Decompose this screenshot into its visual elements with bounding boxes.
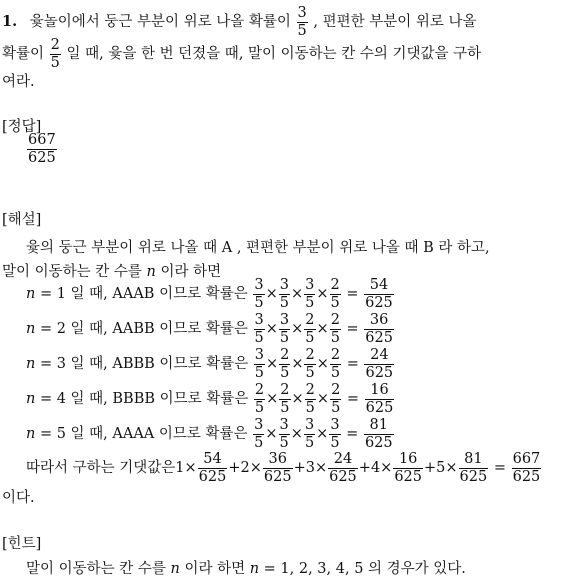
coefficient: 3× [305, 460, 328, 476]
fraction [330, 313, 341, 345]
coefficient: 1× [175, 460, 197, 476]
case-text: 일 때, AABB 이므로 확률은 [65, 321, 253, 337]
fraction [198, 452, 228, 484]
fraction-round [297, 6, 308, 38]
hint-text [26, 557, 466, 578]
fraction [364, 348, 394, 380]
fraction-numerator: 2 [331, 382, 341, 398]
fraction-denominator: 5 [330, 434, 340, 451]
fraction-numerator: 36 [268, 451, 287, 467]
case-row [26, 418, 395, 450]
fraction [364, 278, 394, 310]
fraction [393, 452, 423, 484]
times-sign: × [291, 321, 304, 337]
fraction-denominator: 5 [297, 22, 307, 39]
fraction [263, 452, 293, 484]
fraction-numerator: 2 [305, 382, 315, 398]
case-row [26, 313, 395, 345]
solution-conclusion [26, 452, 542, 484]
fraction [254, 348, 265, 380]
variable-n: n [26, 286, 36, 302]
fraction [253, 418, 264, 450]
fraction-numerator: 16 [398, 451, 418, 467]
case-row [26, 278, 395, 310]
times-sign: × [266, 391, 279, 407]
fraction-numerator: 2 [50, 37, 60, 53]
fraction-denominator: 5 [254, 294, 264, 311]
plus-sign: + [293, 460, 306, 476]
case-n: = 1 [35, 286, 66, 302]
fraction-denominator: 5 [50, 54, 60, 71]
fraction-denominator: 5 [304, 434, 315, 451]
fraction-numerator: 2 [330, 347, 341, 363]
fraction [279, 348, 290, 380]
answer-value [26, 133, 58, 165]
fraction-numerator: 3 [297, 5, 307, 21]
times-sign: × [316, 356, 329, 372]
times-sign: × [265, 286, 278, 302]
fraction-numerator: 3 [254, 312, 264, 328]
fraction [279, 313, 290, 345]
plus-sign: + [358, 460, 371, 476]
fraction-numerator: 2 [254, 382, 265, 398]
fraction [254, 383, 265, 415]
fraction-denominator: 625 [198, 468, 227, 485]
fraction-denominator: 5 [254, 329, 264, 346]
solution-intro-1: 윷의 둥근 부분이 위로 나올 때 A , 편편한 부분이 위로 나올 때 B 라 하고, [26, 240, 490, 256]
fraction-denominator: 5 [305, 329, 315, 346]
intro-text-b: 이라 하면 [160, 264, 222, 280]
fraction-denominator: 625 [394, 468, 423, 485]
fraction-denominator: 625 [364, 434, 393, 451]
hint-text-b: 이라 하면 [184, 561, 246, 577]
fraction [329, 418, 340, 450]
fraction-denominator: 625 [329, 468, 357, 485]
fraction-numerator: 2 [280, 347, 290, 363]
variable-n: n [170, 561, 180, 577]
fraction-numerator: 54 [203, 451, 222, 467]
fraction [330, 348, 341, 380]
fraction-denominator: 5 [305, 364, 315, 381]
fraction-numerator: 16 [370, 382, 389, 398]
question-number: 1. [2, 13, 18, 30]
fraction-numerator: 2 [330, 312, 340, 328]
case-text: 일 때, AAAA 이므로 확률은 [65, 426, 253, 442]
fraction-denominator: 625 [263, 468, 292, 485]
fraction-numerator: 54 [369, 277, 389, 293]
fraction-numerator: 2 [305, 347, 315, 363]
fraction-denominator: 625 [512, 468, 541, 485]
fraction [279, 383, 290, 415]
answer-label: [정답] [2, 119, 42, 135]
fraction-denominator: 5 [279, 434, 289, 451]
question-text-b: , 편편한 부분이 위로 나올 [313, 14, 477, 30]
case-text: 일 때, BBBB 이므로 확률은 [65, 391, 253, 407]
question-line-2 [2, 38, 481, 70]
answer-fraction [27, 133, 57, 165]
question-text-c: 확률이 [2, 46, 45, 62]
equals-sign: = [341, 426, 363, 442]
fraction-numerator: 36 [369, 312, 389, 328]
fraction-numerator: 3 [304, 417, 315, 433]
fraction [328, 452, 358, 484]
fraction [253, 278, 264, 310]
question-text-d: 일 때, 윷을 한 번 던졌을 때, 말이 이동하는 칸 수의 기댓값을 구하 [66, 46, 482, 62]
fraction-denominator: 5 [330, 364, 341, 381]
fraction [304, 418, 315, 450]
fraction [279, 278, 290, 310]
question-line-1 [2, 6, 477, 38]
fraction-denominator: 5 [331, 399, 341, 416]
solution-label: [해설] [2, 212, 42, 228]
equals-sign: = [342, 356, 364, 372]
fraction [364, 418, 394, 450]
variable-n: n [26, 391, 36, 407]
fraction-numerator: 3 [279, 417, 289, 433]
fraction-denominator: 625 [365, 294, 393, 311]
plus-sign: + [228, 460, 241, 476]
hint-text-c: = 1, 2, 3, 4, 5 의 경우가 있다. [263, 561, 466, 577]
fraction [304, 278, 315, 310]
fraction-numerator: 2 [305, 312, 315, 328]
times-sign: × [291, 356, 304, 372]
fraction-numerator: 81 [369, 417, 388, 433]
fraction-numerator: 667 [28, 132, 56, 148]
equals-sign: = [342, 391, 364, 407]
fraction-denominator: 5 [279, 329, 290, 346]
plus-sign: + [424, 460, 437, 476]
fraction [305, 383, 316, 415]
case-text: 일 때, AAAB 이므로 확률은 [65, 286, 253, 302]
case-n: = 5 [35, 426, 66, 442]
fraction-numerator: 2 [330, 277, 340, 293]
fraction [279, 418, 290, 450]
fraction-denominator: 5 [280, 399, 290, 416]
fraction-denominator: 5 [254, 364, 264, 381]
case-n: = 3 [35, 356, 66, 372]
times-sign: × [316, 426, 329, 442]
fraction [304, 313, 315, 345]
fraction-denominator: 5 [280, 364, 290, 381]
variable-n: n [26, 321, 36, 337]
fraction-denominator: 5 [330, 329, 340, 346]
fraction [364, 313, 394, 345]
hint-label: [힌트] [2, 536, 42, 552]
fraction-numerator: 2 [280, 382, 290, 398]
fraction-flat [50, 38, 61, 70]
hint-text-a: 말이 이동하는 칸 수를 [26, 561, 166, 577]
case-n: = 4 [35, 391, 66, 407]
fraction-numerator: 24 [333, 451, 353, 467]
times-sign: × [265, 356, 279, 372]
question-text-a: 윷놀이에서 둥근 부분이 위로 나올 확률이 [29, 14, 291, 30]
equals-sign: = [341, 321, 364, 337]
fraction-numerator: 3 [254, 347, 264, 363]
times-sign: × [316, 321, 329, 337]
fraction-denominator: 5 [254, 399, 265, 416]
fraction [459, 452, 489, 484]
coefficient: 5× [436, 460, 458, 476]
times-sign: × [290, 426, 303, 442]
question-text-e: 여라. [2, 74, 35, 90]
times-sign: × [265, 426, 278, 442]
coefficient: 2× [240, 460, 262, 476]
fraction-numerator: 3 [305, 277, 315, 293]
coefficient: 4× [370, 460, 393, 476]
fraction-numerator: 3 [254, 417, 264, 433]
fraction-numerator: 667 [512, 451, 541, 467]
fraction-numerator: 3 [279, 277, 289, 293]
variable-n: n [146, 264, 156, 280]
fraction-numerator: 3 [279, 312, 290, 328]
times-sign: × [265, 321, 278, 337]
fraction [304, 348, 315, 380]
case-row [26, 383, 395, 415]
fraction-numerator: 81 [464, 451, 483, 467]
fraction [330, 278, 341, 310]
times-sign: × [316, 286, 329, 302]
fraction [330, 383, 341, 415]
intro-text-a: 말이 이동하는 칸 수를 [2, 264, 142, 280]
fraction-numerator: 3 [254, 277, 264, 293]
fraction-denominator: 625 [28, 149, 56, 166]
fraction-denominator: 5 [254, 434, 264, 451]
equals-sign: = [341, 286, 364, 302]
conclusion-end: 이다. [2, 490, 35, 506]
fraction-denominator: 625 [365, 399, 394, 416]
fraction-numerator: 24 [370, 347, 389, 363]
fraction-denominator: 5 [305, 399, 315, 416]
fraction [254, 313, 265, 345]
fraction-denominator: 5 [330, 294, 340, 311]
fraction-denominator: 625 [459, 468, 488, 485]
times-sign: × [316, 391, 330, 407]
fraction-denominator: 625 [365, 329, 393, 346]
case-row [26, 348, 395, 380]
fraction-denominator: 625 [365, 364, 394, 381]
variable-n: n [26, 426, 36, 442]
times-sign: × [291, 391, 304, 407]
equals-sign: = [489, 460, 511, 476]
conclusion-lead: 따라서 구하는 기댓값은 [26, 460, 176, 476]
variable-n: n [26, 356, 36, 372]
fraction [512, 452, 542, 484]
fraction-numerator: 3 [330, 417, 340, 433]
fraction-denominator: 5 [279, 294, 289, 311]
fraction [365, 383, 395, 415]
variable-n: n [249, 561, 260, 577]
times-sign: × [290, 286, 304, 302]
case-text: 일 때, ABBB 이므로 확률은 [65, 356, 253, 372]
case-n: = 2 [35, 321, 66, 337]
fraction-denominator: 5 [305, 294, 315, 311]
